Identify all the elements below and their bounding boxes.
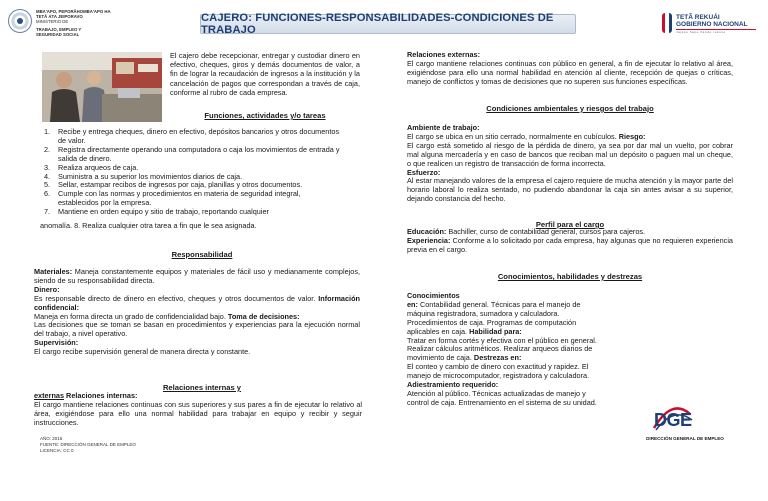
conditions-heading: Condiciones ambientales y riesgos del trabajo [486, 104, 654, 113]
money-text: Es responsable directo de dinero en efectivo, cheques y otros documentos de valor. [34, 293, 319, 303]
supervision-label: Supervisión: [34, 338, 79, 348]
supervision-text: El cargo recibe supervisión general de manera directa y constante. [34, 347, 251, 357]
knowledge-label-en: en: [407, 299, 418, 309]
cashier-photo [42, 52, 162, 122]
title-banner [200, 14, 576, 34]
environment-label: Ambiente de trabajo: [407, 123, 480, 132]
knowledge-label: Conocimientos [407, 291, 460, 300]
relations-external-section [407, 51, 733, 87]
national-seal-icon [8, 9, 32, 33]
dexterity-label: Destrezas en: [473, 353, 522, 363]
functions-heading: Funciones, actividades y/o tareas [204, 111, 326, 120]
cashier-photo-image [42, 52, 162, 122]
page-title: CAJERO: FUNCIONES-RESPONSABILIDADES-CONDICIONES DE TRABAJO [201, 12, 554, 36]
environment-text: El cargo se ubica en un sitio cerrado, normalmente en cubículos. [407, 131, 619, 141]
dge-logo [640, 402, 730, 448]
gobierno-nacional-logo: TETÃ REKUÁI GOBIERNO NACIONAL Jajapo hape ñande rekove [662, 10, 762, 42]
skills-label: Habilidad para: [469, 326, 522, 336]
relations-internas-label: Relaciones internas: [64, 391, 138, 400]
functions-list [40, 128, 340, 217]
conditions-section [407, 124, 733, 204]
materials-text: Maneja constantemente equipos y materiales de fácil uso y medianamente complejos, siendo de su responsabilidad directa. [34, 267, 360, 285]
page-header [0, 0, 768, 50]
confidential-label: Información confidencial: [34, 293, 360, 312]
responsibility-section [34, 268, 360, 357]
relations-internal-section [34, 392, 362, 428]
education-text: Bachiller, curso de contabilidad general, cursos para cajeros. [446, 227, 646, 236]
materials-label: Materiales: [34, 267, 73, 276]
knowledge-section [407, 292, 607, 408]
intro-paragraph: El cajero debe recepcionar, entregar y custodiar dinero en efectivo, cheques, giros y demás documentos de valor, a fin de lograr la recaudación de ingresos a la institución y la cancelación de pagos que correspondan a través de caja, conforme al rubro de cada empresa. [170, 51, 360, 97]
list-item: 2. Registra directamente operando una computadora o caja los movimientos de entrada y salida de dinero. [44, 144, 340, 163]
list-item: 7. Mantiene en orden equipo y sitio de trabajo, reportando cualquier [44, 207, 269, 217]
source-footer: AÑO: 2016 FUENTE: DIRECCIÓN GENERAL DE EMPLEO LICENCIA: CC 0 [40, 436, 136, 453]
money-label: Dinero: [34, 284, 60, 294]
effort-text: Al estar manejando valores de la empresa el cajero requiere de mucha atención y la mayor parte del horario laboral lo realiza sentado, no pudiendo abandonar la caja sin antes avisar a su superior, dejando constancia del hecho. [407, 176, 733, 204]
knowledge-heading: Conocimientos, habilidades y destrezas [497, 272, 643, 281]
risk-label: Riesgo: [618, 131, 646, 141]
experience-text: Conforme a lo solicitado por cada empresa, hay algunas que no requieren experiencia previa en el cargo. [407, 235, 733, 254]
dge-letters: DGE [654, 410, 692, 430]
risk-text: El cargo está sometido al riesgo de la pérdida de dinero, ya sea por dar mal un vuelto, por cobrar mal alguna mercadería y en caso de bancos que reciban mal un depósito o paguen mal un cheque, o que realicen un registro de transacción de forma incorrecta. [407, 140, 733, 168]
confidential-text: Maneja en forma directa un grado de confidencialidad bajo. [34, 311, 228, 321]
ministry-logo [8, 9, 111, 37]
profile-section [407, 228, 733, 255]
dge-caption: DIRECCIÓN GENERAL DE EMPLEO [646, 436, 724, 441]
decisions-label: Toma de decisiones: [227, 311, 300, 321]
knowledge-text: Contabilidad general. Técnicas para el manejo de máquina registradora, sumadora y calculadora. Procedimientos de caja. Programas de computación aplicables en caja. [407, 299, 581, 336]
relations-external-heading: Relaciones externas: [407, 50, 481, 59]
flag-mark-icon [662, 13, 672, 33]
training-text: Atención al público. Técnicas actualizadas de manejo y control de caja. Entrenamiento en el sistema de su unidad. [407, 388, 597, 407]
ministry-name: MBA'APO, PEPORÃHOMBA'APO HA TETÃ ÁTA JEIPORAVO MINISTERIO DE TRABAJO, EMPLEO Y SEGURIDAD SOCIAL [36, 9, 111, 37]
list-item: 5. Sellar, estampar recibos de ingresos por caja, planillas y otros documentos. [44, 180, 303, 190]
dexterity-text: El conteo y cambio de dinero con exactitud y rapidez. El manejo de microcomputador, registradora y calculadora. [407, 362, 590, 381]
skills-text: Tratar en forma cortés y efectiva con el público en general. Realizar cálculos aritméticos. Realizar arqueos diarios de movimiento de caja. [407, 335, 597, 363]
relations-external-text: El cargo mantiene relaciones continuas con público en general, a fin de ejecutar lo relativo al área, exigiéndose para ello una normal habilidad en atención al cliente, recepción de quejas o críticas, manejo de conflictos y tomas de decisiones que no superen sus funciones específicas. [407, 58, 733, 86]
decisions-text: Las decisiones que se toman se basan en procedimientos y experiencias para la ejecución normal del trabajo, a nivel operativo. [34, 320, 360, 339]
education-label: Educación: [407, 227, 447, 236]
training-label: Adiestramiento requerido: [407, 380, 499, 390]
effort-label: Esfuerzo: [407, 167, 441, 177]
profile-heading: Perfil para el cargo [535, 220, 605, 229]
list-item: 4. Suministra a su superior los movimientos diarios de caja. [44, 171, 243, 181]
list-item: 1. Recibe y entrega cheques, dinero en efectivo, depósitos bancarios y otros documentos de valor. [44, 127, 340, 145]
relations-internal-text: El cargo mantiene relaciones continuas con sus superiores y sus pares a fin de ejecutar lo relativo al área, exigiéndose para ello una normal habilidad para trabajar en equipo y recibir y seguir instrucciones. [34, 399, 362, 427]
functions-tail: anomalía. 8. Realiza cualquier otra tarea a fin que le sea asignada. [40, 221, 257, 230]
relations-externas-label: externas [34, 391, 65, 400]
list-item: 3. Realiza arqueos de caja. [44, 162, 139, 172]
relations-heading: Relaciones internas y [162, 383, 242, 392]
responsibility-heading: Responsabilidad [171, 250, 233, 259]
experience-label: Experiencia: [407, 235, 451, 245]
list-item: 6. Cumple con las normas y procedimientos en materia de seguridad integral, establecidos por la empresa. [44, 189, 301, 208]
